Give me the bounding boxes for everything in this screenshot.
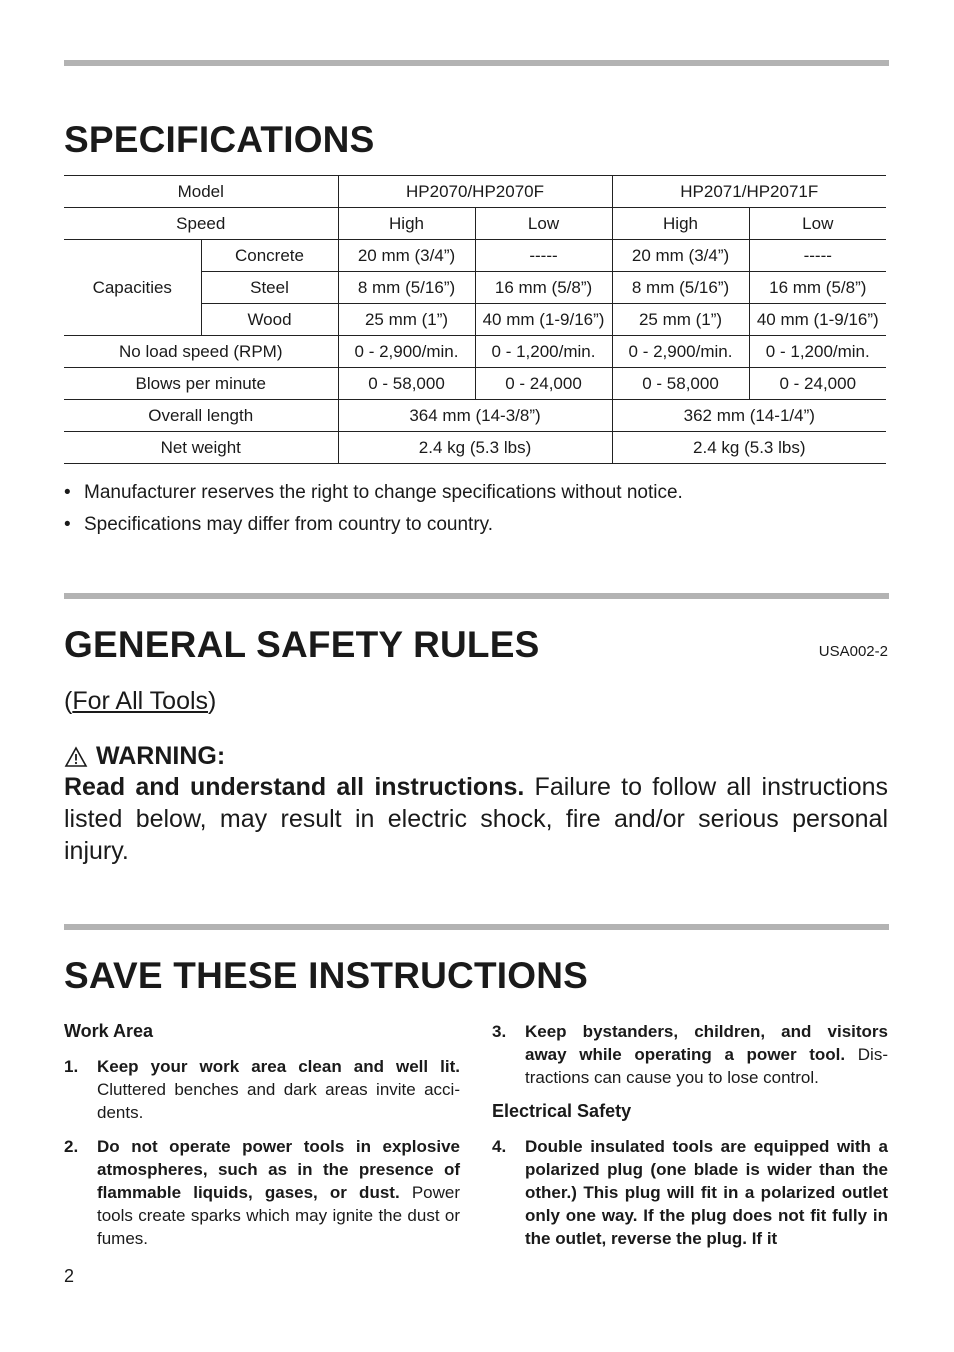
table-cell: ----- xyxy=(749,240,886,272)
item-text: Dis-tractions can cause you to lose control. xyxy=(525,1045,888,1087)
table-cell: 0 - 24,000 xyxy=(475,368,612,400)
item-number: 3. xyxy=(492,1022,507,1041)
bullet-icon: • xyxy=(64,514,71,535)
table-cell: 0 - 58,000 xyxy=(338,368,475,400)
table-cell: HP2070/HP2070F xyxy=(338,176,612,208)
warning-heading xyxy=(64,742,225,771)
table-cell: Capacities xyxy=(64,240,201,336)
document-code: USA002-2 xyxy=(818,643,888,660)
table-cell: 8 mm (5/16”) xyxy=(338,272,475,304)
note-text: Manufacturer reserves the right to change specifications without notice. xyxy=(84,482,683,503)
top-divider xyxy=(64,60,889,66)
list-item xyxy=(64,1135,460,1250)
table-cell: 0 - 2,900/min. xyxy=(612,336,749,368)
warning-label: WARNING: xyxy=(96,742,226,770)
table-cell: Overall length xyxy=(64,400,338,432)
note-text: Specifications may differ from country to country. xyxy=(84,514,494,535)
item-text: Power tools create sparks which may ignite the dust or fumes. xyxy=(97,1183,460,1248)
item-text: Cluttered benches and dark areas invite acci-dents. xyxy=(97,1080,460,1122)
warning-bold-text: Read and understand all instructions. xyxy=(64,773,525,801)
table-cell: Speed xyxy=(64,208,338,240)
list-item xyxy=(64,512,683,544)
table-cell: No load speed (RPM) xyxy=(64,336,338,368)
specification-notes xyxy=(64,480,683,544)
table-row xyxy=(64,432,886,464)
right-column xyxy=(492,1020,888,1261)
table-row xyxy=(64,240,886,272)
item-bold-text: Keep bystanders, children, and visitors away while operating a power tool. xyxy=(525,1022,888,1064)
table-cell: Steel xyxy=(201,272,338,304)
table-cell: 25 mm (1”) xyxy=(612,304,749,336)
table-cell: 0 - 1,200/min. xyxy=(475,336,612,368)
table-cell: 0 - 2,900/min. xyxy=(338,336,475,368)
table-cell: High xyxy=(612,208,749,240)
table-cell: Concrete xyxy=(201,240,338,272)
item-bold-text: Do not operate power tools in explosive atmospheres, such as in the presence of flammable liquids, gases, or dust. xyxy=(97,1137,460,1202)
work-area-heading: Work Area xyxy=(64,1021,154,1041)
table-cell: 0 - 24,000 xyxy=(749,368,886,400)
specifications-table xyxy=(64,175,886,464)
table-row xyxy=(64,208,886,240)
table-cell: 0 - 58,000 xyxy=(612,368,749,400)
item-bold-text: Keep your work area clean and well lit. xyxy=(97,1057,460,1076)
table-cell: 0 - 1,200/min. xyxy=(749,336,886,368)
table-cell: 20 mm (3/4”) xyxy=(612,240,749,272)
bullet-icon: • xyxy=(64,482,71,503)
table-cell: 362 mm (14-1/4”) xyxy=(612,400,886,432)
table-cell: 40 mm (1-9/16”) xyxy=(749,304,886,336)
table-cell: Net weight xyxy=(64,432,338,464)
section-divider xyxy=(64,593,889,599)
list-item xyxy=(492,1135,888,1250)
subtitle-paren-open: ( xyxy=(64,687,73,715)
table-cell: Low xyxy=(749,208,886,240)
table-cell: 16 mm (5/8”) xyxy=(475,272,612,304)
warning-body-text: Failure to follow all instructions listed below, may result in electric shock, fire and/or serious personal injury. xyxy=(64,773,888,865)
warning-paragraph xyxy=(64,771,888,867)
table-cell: 16 mm (5/8”) xyxy=(749,272,886,304)
item-bold-text: Double insulated tools are equipped with a polarized plug (one blade is wider than the other.) This plug will fit in a polarized outlet only one way. If the plug does not fit fully in the outlet, reverse the plug. If it xyxy=(525,1137,888,1248)
list-item xyxy=(64,1055,460,1124)
subtitle-text: For All Tools xyxy=(72,687,209,715)
item-number: 4. xyxy=(492,1137,507,1156)
table-cell: 2.4 kg (5.3 lbs) xyxy=(612,432,886,464)
warning-triangle-icon xyxy=(64,746,88,768)
table-cell: High xyxy=(338,208,475,240)
general-safety-title: GENERAL SAFETY RULES xyxy=(64,624,540,665)
table-cell: Wood xyxy=(201,304,338,336)
table-cell: 8 mm (5/16”) xyxy=(612,272,749,304)
table-cell: Low xyxy=(475,208,612,240)
table-row xyxy=(64,336,886,368)
list-item xyxy=(64,480,683,512)
table-row xyxy=(64,368,886,400)
table-cell: HP2071/HP2071F xyxy=(612,176,886,208)
table-cell: 25 mm (1”) xyxy=(338,304,475,336)
specifications-title: SPECIFICATIONS xyxy=(64,119,375,160)
safety-subtitle xyxy=(64,687,216,716)
table-cell: Blows per minute xyxy=(64,368,338,400)
table-cell: ----- xyxy=(475,240,612,272)
table-cell: 364 mm (14-3/8”) xyxy=(338,400,612,432)
item-number: 2. xyxy=(64,1137,79,1156)
item-number: 1. xyxy=(64,1057,79,1076)
subtitle-paren-close: ) xyxy=(208,687,217,715)
table-cell: 20 mm (3/4”) xyxy=(338,240,475,272)
section-divider xyxy=(64,924,889,930)
electrical-safety-heading: Electrical Safety xyxy=(492,1101,632,1121)
left-column xyxy=(64,1020,460,1261)
list-item xyxy=(492,1020,888,1089)
save-instructions-title: SAVE THESE INSTRUCTIONS xyxy=(64,955,589,996)
table-cell: 40 mm (1-9/16”) xyxy=(475,304,612,336)
table-row xyxy=(64,400,886,432)
table-cell: 2.4 kg (5.3 lbs) xyxy=(338,432,612,464)
page-number: 2 xyxy=(64,1266,75,1286)
table-row xyxy=(64,176,886,208)
table-cell: Model xyxy=(64,176,338,208)
